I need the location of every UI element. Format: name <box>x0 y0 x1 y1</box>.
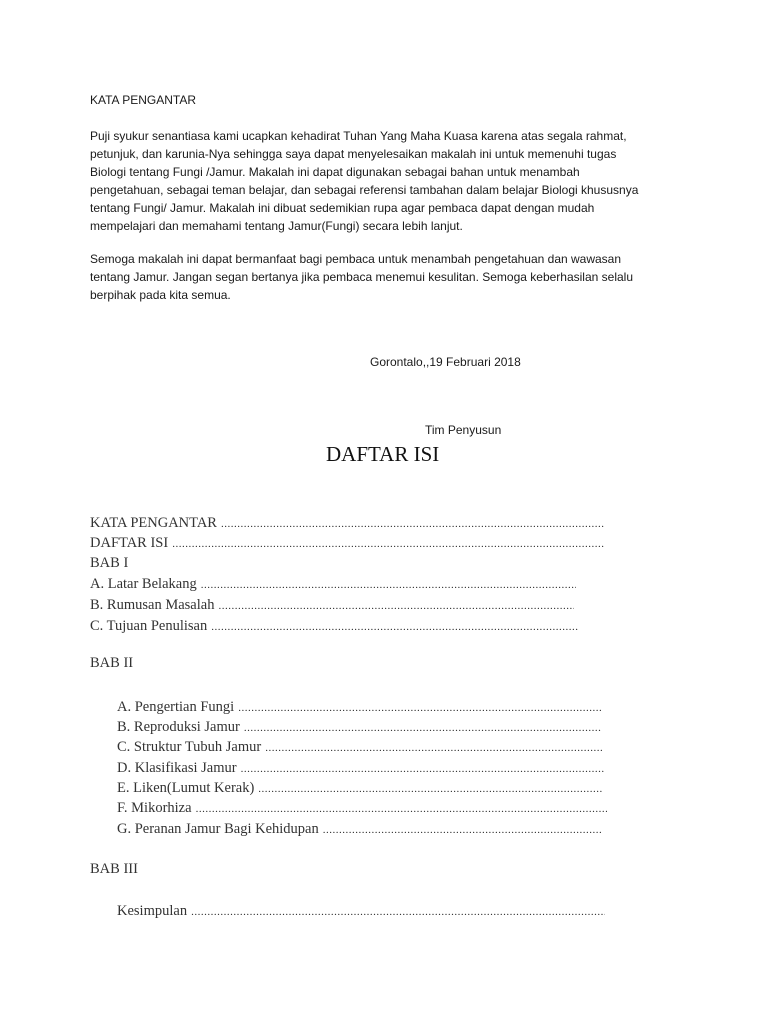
paragraph-line: berpihak pada kita semua. <box>90 288 231 302</box>
paragraph-line: petunjuk, dan karunia-Nya sehingga saya dapat menyelesaikan makalah ini untuk memenuhi tugas <box>90 147 617 161</box>
paragraph-line: Biologi tentang Fungi /Jamur. Makalah ini dapat digunakan sebagai bahan untuk menambah <box>90 165 580 179</box>
dot-leader <box>258 778 603 799</box>
date-line: Gorontalo,,19 Februari 2018 <box>370 355 521 369</box>
toc-entry <box>90 574 576 595</box>
paragraph-line: tentang Jamur. Jangan segan bertanya jika pembaca menemui kesulitan. Semoga keberhasilan selalu <box>90 270 633 284</box>
toc-label: C. Struktur Tubuh Jamur <box>117 739 262 755</box>
dot-leader <box>196 798 607 819</box>
signature-line: Tim Penyusun <box>425 423 502 437</box>
toc-entry <box>117 758 604 779</box>
toc-label: KATA PENGANTAR <box>90 515 217 531</box>
dot-leader <box>323 819 603 840</box>
toc-label: B. Rumusan Masalah <box>90 597 215 613</box>
toc-entry <box>117 697 602 718</box>
toc-entry <box>90 513 605 534</box>
toc-label: Kesimpulan <box>117 903 188 919</box>
bab-heading: BAB II <box>90 655 134 671</box>
paragraph-line: Puji syukur senantiasa kami ucapkan kehadirat Tuhan Yang Maha Kuasa karena atas segala rahmat, <box>90 129 627 143</box>
paragraph-line: tentang Fungi/ Jamur. Makalah ini dibuat sedemikian rupa agar pembaca dapat dengan mudah <box>90 201 595 215</box>
toc-entry <box>117 778 603 799</box>
toc-label: G. Peranan Jamur Bagi Kehidupan <box>117 821 319 837</box>
bab-heading: BAB III <box>90 861 138 877</box>
dot-leader <box>172 533 605 554</box>
dot-leader <box>244 717 602 738</box>
toc-label: B. Reproduksi Jamur <box>117 719 240 735</box>
bab-heading: BAB I <box>90 555 129 571</box>
toc-label: E. Liken(Lumut Kerak) <box>117 780 255 796</box>
dot-leader <box>201 574 576 595</box>
toc-entry <box>90 616 578 637</box>
dot-leader <box>265 737 604 758</box>
dot-leader <box>241 758 604 779</box>
toc-entry <box>117 737 604 758</box>
toc-label: A. Pengertian Fungi <box>117 699 235 715</box>
dot-leader <box>218 595 574 616</box>
toc-entry <box>117 901 605 922</box>
dot-leader <box>191 901 605 922</box>
toc-label: F. Mikorhiza <box>117 800 192 816</box>
toc-entry <box>90 533 605 554</box>
toc-entry <box>90 595 574 616</box>
paragraph-line: mempelajari dan memahami tentang Jamur(Fungi) secara lebih lanjut. <box>90 219 463 233</box>
toc-label: DAFTAR ISI <box>90 535 169 551</box>
toc-label: C. Tujuan Penulisan <box>90 618 208 634</box>
kata-pengantar-heading: KATA PENGANTAR <box>90 93 197 107</box>
paragraph-line: Semoga makalah ini dapat bermanfaat bagi pembaca untuk menambah pengetahuan dan wawasan <box>90 252 622 266</box>
toc-label: A. Latar Belakang <box>90 576 197 592</box>
toc-entry <box>117 819 603 840</box>
toc-label: D. Klasifikasi Jamur <box>117 760 237 776</box>
daftar-isi-heading: DAFTAR ISI <box>326 442 440 466</box>
dot-leader <box>211 616 578 637</box>
dot-leader <box>221 513 605 534</box>
toc-entry <box>117 798 607 819</box>
dot-leader <box>238 697 602 718</box>
toc-entry <box>117 717 602 738</box>
paragraph-line: pengetahuan, sebagai teman belajar, dan sebagai referensi tambahan dalam belajar Biologi khususnya <box>90 183 639 197</box>
